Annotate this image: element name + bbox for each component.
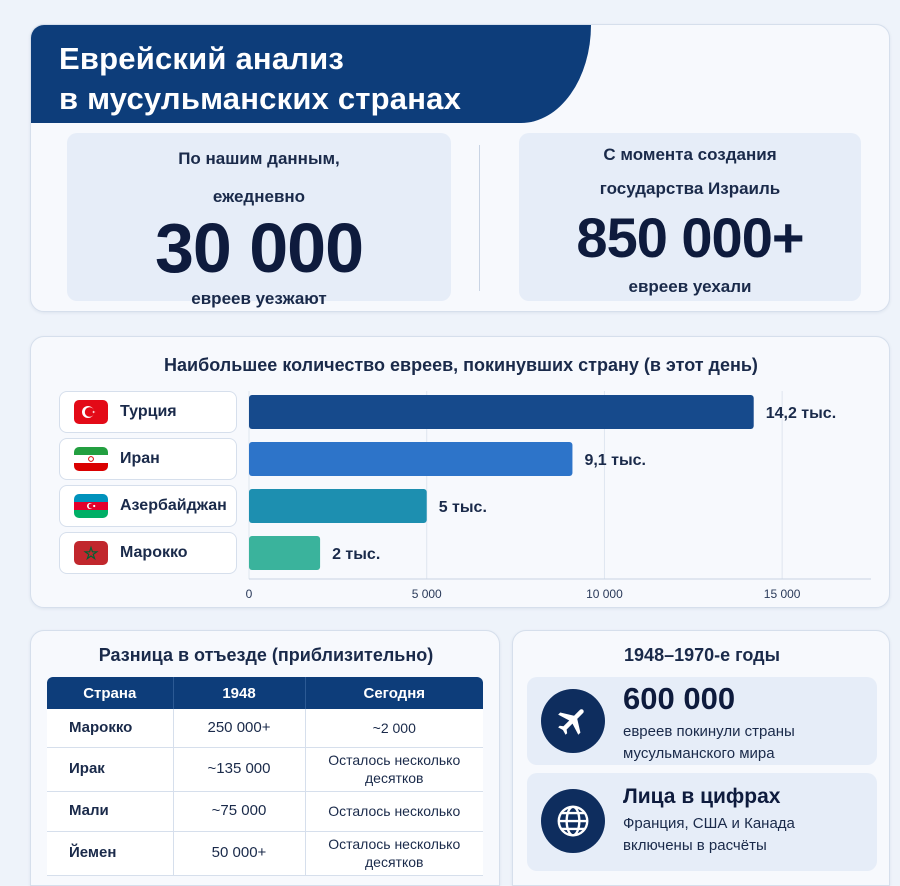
since-israel-value: 850 000+ — [576, 206, 804, 269]
bar-chart-card — [30, 336, 890, 608]
column-header: Сегодня — [305, 677, 483, 709]
history-text — [623, 813, 873, 857]
today-line: Осталось несколько — [328, 803, 461, 819]
today-line: десятков — [365, 770, 424, 786]
country-label: Азербайджан — [120, 497, 227, 514]
daily-stat-box — [67, 133, 451, 308]
today-line: десятков — [365, 854, 424, 870]
airplane-icon — [541, 689, 605, 753]
since-israel-line1: С момента создания — [603, 145, 777, 164]
year-1948-cell: ~75 000 — [173, 791, 305, 831]
country-label: Иран — [120, 450, 160, 467]
table-row — [47, 791, 483, 831]
bar — [249, 442, 572, 476]
column-header: 1948 — [173, 677, 305, 709]
history-text-line: включены в расчёты — [623, 837, 767, 854]
country-row-morocco — [59, 532, 237, 574]
table-row — [47, 831, 483, 875]
country-cell: Мали — [47, 791, 173, 831]
year-1948-cell: 250 000+ — [173, 709, 305, 747]
history-text-line: Франция, США и Канада — [623, 815, 795, 832]
history-text-line: евреев покинули страны — [623, 723, 795, 740]
x-tick-label: 15 000 — [763, 587, 801, 601]
history-title: 1948–1970-е годы — [624, 645, 780, 665]
today-line: Осталось несколько — [328, 836, 461, 852]
x-tick-label: 10 000 — [586, 587, 623, 601]
country-row-azerbaijan — [59, 485, 237, 527]
history-text — [623, 721, 873, 765]
daily-stat-line2: ежедневно — [212, 187, 306, 206]
title-banner — [31, 25, 591, 123]
x-tick-label: 5 000 — [411, 587, 442, 601]
globe-icon — [541, 789, 605, 853]
history-heading: Лица в цифрах — [623, 785, 781, 808]
summary-card — [30, 24, 890, 312]
azerbaijan-flag-icon — [74, 494, 108, 518]
iran-flag-icon — [74, 447, 108, 471]
country-row-iran — [59, 438, 237, 480]
history-box-faces — [527, 773, 877, 871]
country-cell: Йемен — [47, 831, 173, 875]
today-cell — [305, 709, 483, 747]
bar-value-label: 5 тыс. — [438, 499, 487, 516]
year-1948-cell: ~135 000 — [173, 747, 305, 791]
daily-stat-caption: евреев уезжают — [191, 289, 327, 308]
x-tick-label: 0 — [245, 587, 253, 601]
bar-value-label: 14,2 тыс. — [765, 405, 837, 422]
country-cell: Ирак — [47, 747, 173, 791]
bar-value-label: 2 тыс. — [332, 546, 381, 563]
page-title-line2: в мусульманских странах — [59, 81, 462, 116]
today-cell — [305, 831, 483, 875]
since-israel-caption: евреев уехали — [628, 277, 752, 296]
today-cell — [305, 747, 483, 791]
since-israel-stat-box — [519, 133, 861, 301]
difference-title: Разница в отъезде (приблизительно) — [98, 645, 434, 665]
history-text-line: мусульманского мира — [623, 745, 775, 762]
bar — [249, 489, 427, 523]
country-cell: Марокко — [47, 709, 173, 747]
daily-stat-value: 30 000 — [154, 209, 364, 287]
country-label: Марокко — [120, 544, 188, 561]
since-israel-line2: государства Израиль — [599, 179, 781, 198]
daily-stat-line1: По нашим данным, — [178, 149, 340, 168]
history-box-600k — [527, 677, 877, 765]
country-row-turkey — [59, 391, 237, 433]
history-value: 600 000 — [623, 681, 736, 716]
difference-table — [47, 677, 483, 876]
bar — [249, 536, 320, 570]
today-cell — [305, 791, 483, 831]
chart-title: Наибольшее количество евреев, покинувших страну (в этот день) — [164, 355, 758, 375]
turkey-flag-icon — [74, 400, 108, 424]
difference-card — [30, 630, 500, 886]
stat-divider — [479, 145, 480, 291]
today-line: Осталось несколько — [328, 752, 461, 768]
table-row — [47, 747, 483, 791]
bar-value-label: 9,1 тыс. — [584, 452, 646, 469]
history-card — [512, 630, 890, 886]
today-line: ~2 000 — [372, 719, 416, 736]
morocco-flag-icon — [74, 541, 108, 565]
country-label: Турция — [120, 403, 177, 420]
year-1948-cell: 50 000+ — [173, 831, 305, 875]
bar — [249, 395, 754, 429]
column-header: Страна — [47, 677, 173, 709]
page-title-line1: Еврейский анализ — [59, 41, 345, 76]
table-row — [47, 709, 483, 747]
